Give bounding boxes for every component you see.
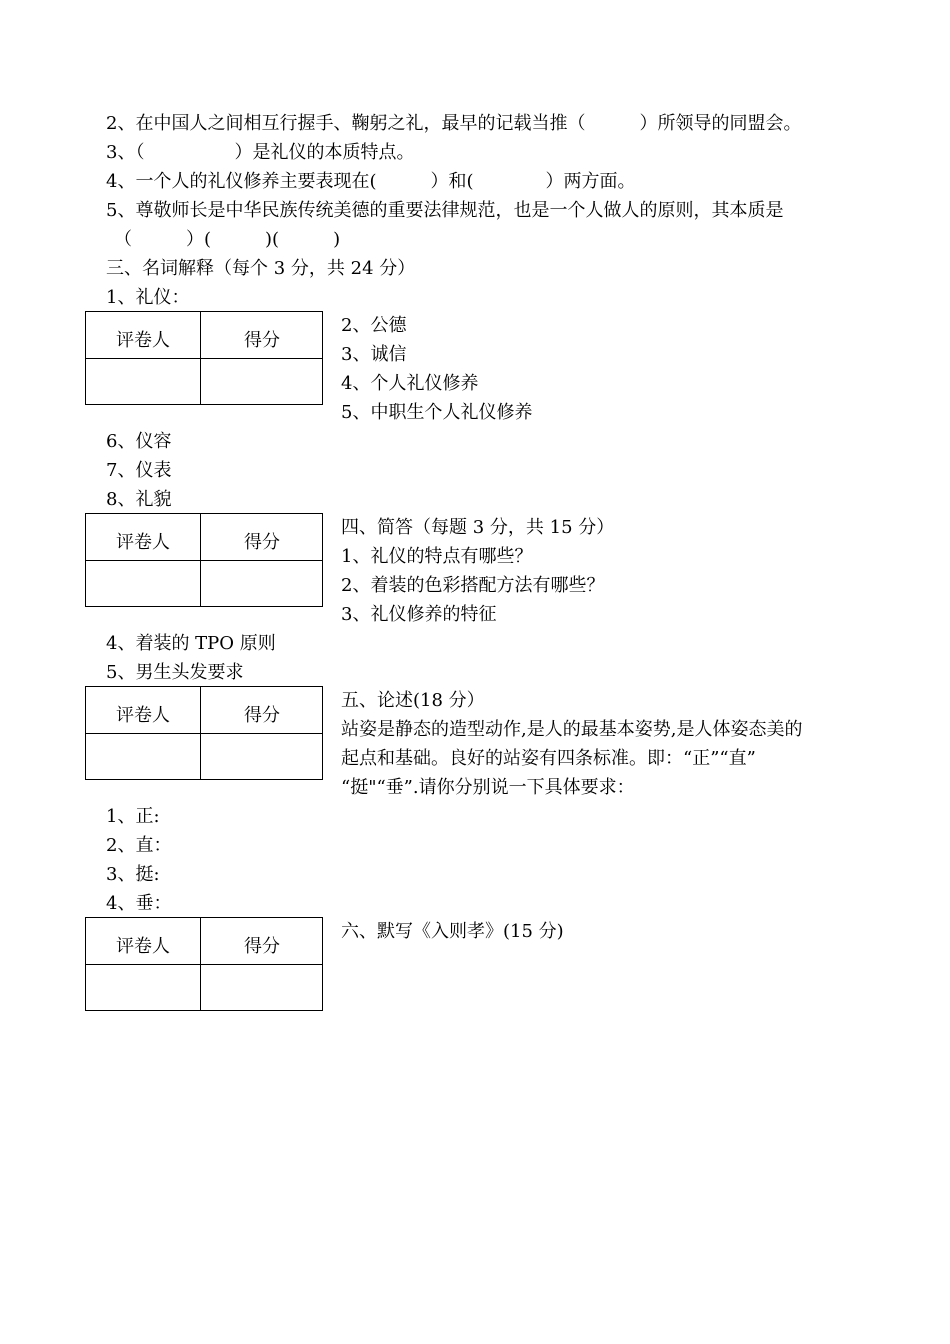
grader-label: 评卷人 bbox=[116, 532, 170, 553]
score-label: 得分 bbox=[244, 705, 280, 726]
grader-label: 评卷人 bbox=[116, 705, 170, 726]
grader-cell[interactable] bbox=[86, 561, 200, 607]
section-3-title: 三、名词解释（每个 3 分，共 24 分） bbox=[106, 258, 416, 279]
grader-label: 评卷人 bbox=[116, 936, 170, 957]
section-3-item-7: 7、仪表 bbox=[106, 460, 172, 481]
section-4-item-3: 3、礼仪修养的特征 bbox=[341, 604, 497, 625]
grader-cell[interactable] bbox=[86, 965, 200, 1011]
fill-in-question-5-blanks: （ ）( )( ) bbox=[114, 229, 341, 250]
section-5-title: 五、论述(18 分） bbox=[341, 690, 485, 711]
section-4-item-1: 1、礼仪的特点有哪些？ bbox=[341, 546, 533, 567]
fill-in-question-4: 4、一个人的礼仪修养主要表现在( ）和( ）两方面。 bbox=[106, 171, 636, 192]
section-5-item-3: 3、挺: bbox=[106, 864, 160, 885]
fill-in-question-3: 3、（ ）是礼仪的本质特点。 bbox=[106, 142, 415, 163]
score-cell[interactable] bbox=[201, 359, 323, 405]
score-label: 得分 bbox=[244, 532, 280, 553]
section-4-title: 四、简答（每题 3 分，共 15 分） bbox=[341, 517, 615, 538]
grader-cell[interactable] bbox=[86, 359, 200, 405]
grader-cell[interactable] bbox=[86, 734, 200, 780]
fill-in-question-2: 2、在中国人之间相互行握手、鞠躬之礼，最早的记载当推（ ）所领导的同盟会。 bbox=[106, 113, 802, 134]
section-5-body-line-1: 站姿是静态的造型动作,是人的最基本姿势,是人体姿态美的 bbox=[341, 719, 803, 740]
section-3-item-2: 2、公德 bbox=[341, 315, 407, 336]
section-4-item-2: 2、着装的色彩搭配方法有哪些？ bbox=[341, 575, 605, 596]
section-3-item-1: 1、礼仪： bbox=[106, 287, 190, 308]
section-5-item-4: 4、垂： bbox=[106, 893, 172, 914]
section-3-item-5: 5、中职生个人礼仪修养 bbox=[341, 402, 533, 423]
section-3-item-6: 6、仪容 bbox=[106, 431, 172, 452]
score-box-3 bbox=[85, 686, 323, 780]
section-4-item-4: 4、着装的 TPO 原则 bbox=[106, 633, 276, 654]
score-label: 得分 bbox=[244, 936, 280, 957]
section-3-item-8: 8、礼貌 bbox=[106, 489, 172, 510]
score-label: 得分 bbox=[244, 330, 280, 351]
score-cell[interactable] bbox=[201, 965, 323, 1011]
score-box-4 bbox=[85, 917, 323, 1011]
section-6-title: 六、默写《入则孝》(15 分) bbox=[341, 921, 564, 942]
score-cell[interactable] bbox=[201, 561, 323, 607]
score-box-2 bbox=[85, 513, 323, 607]
section-3-item-3: 3、诚信 bbox=[341, 344, 407, 365]
section-5-body-line-2: 起点和基础。良好的站姿有四条标准。即：“正”“直” bbox=[341, 748, 756, 769]
section-5-item-1: 1、正: bbox=[106, 806, 160, 827]
score-box-1 bbox=[85, 311, 323, 405]
section-5-item-2: 2、直： bbox=[106, 835, 172, 856]
section-3-item-4: 4、个人礼仪修养 bbox=[341, 373, 479, 394]
grader-label: 评卷人 bbox=[116, 330, 170, 351]
section-5-body-line-3: “挺"“垂”.请你分别说一下具体要求： bbox=[341, 777, 635, 798]
score-cell[interactable] bbox=[201, 734, 323, 780]
fill-in-question-5: 5、尊敬师长是中华民族传统美德的重要法律规范，也是一个人做人的原则，其本质是 bbox=[106, 200, 784, 221]
section-4-item-5: 5、男生头发要求 bbox=[106, 662, 244, 683]
